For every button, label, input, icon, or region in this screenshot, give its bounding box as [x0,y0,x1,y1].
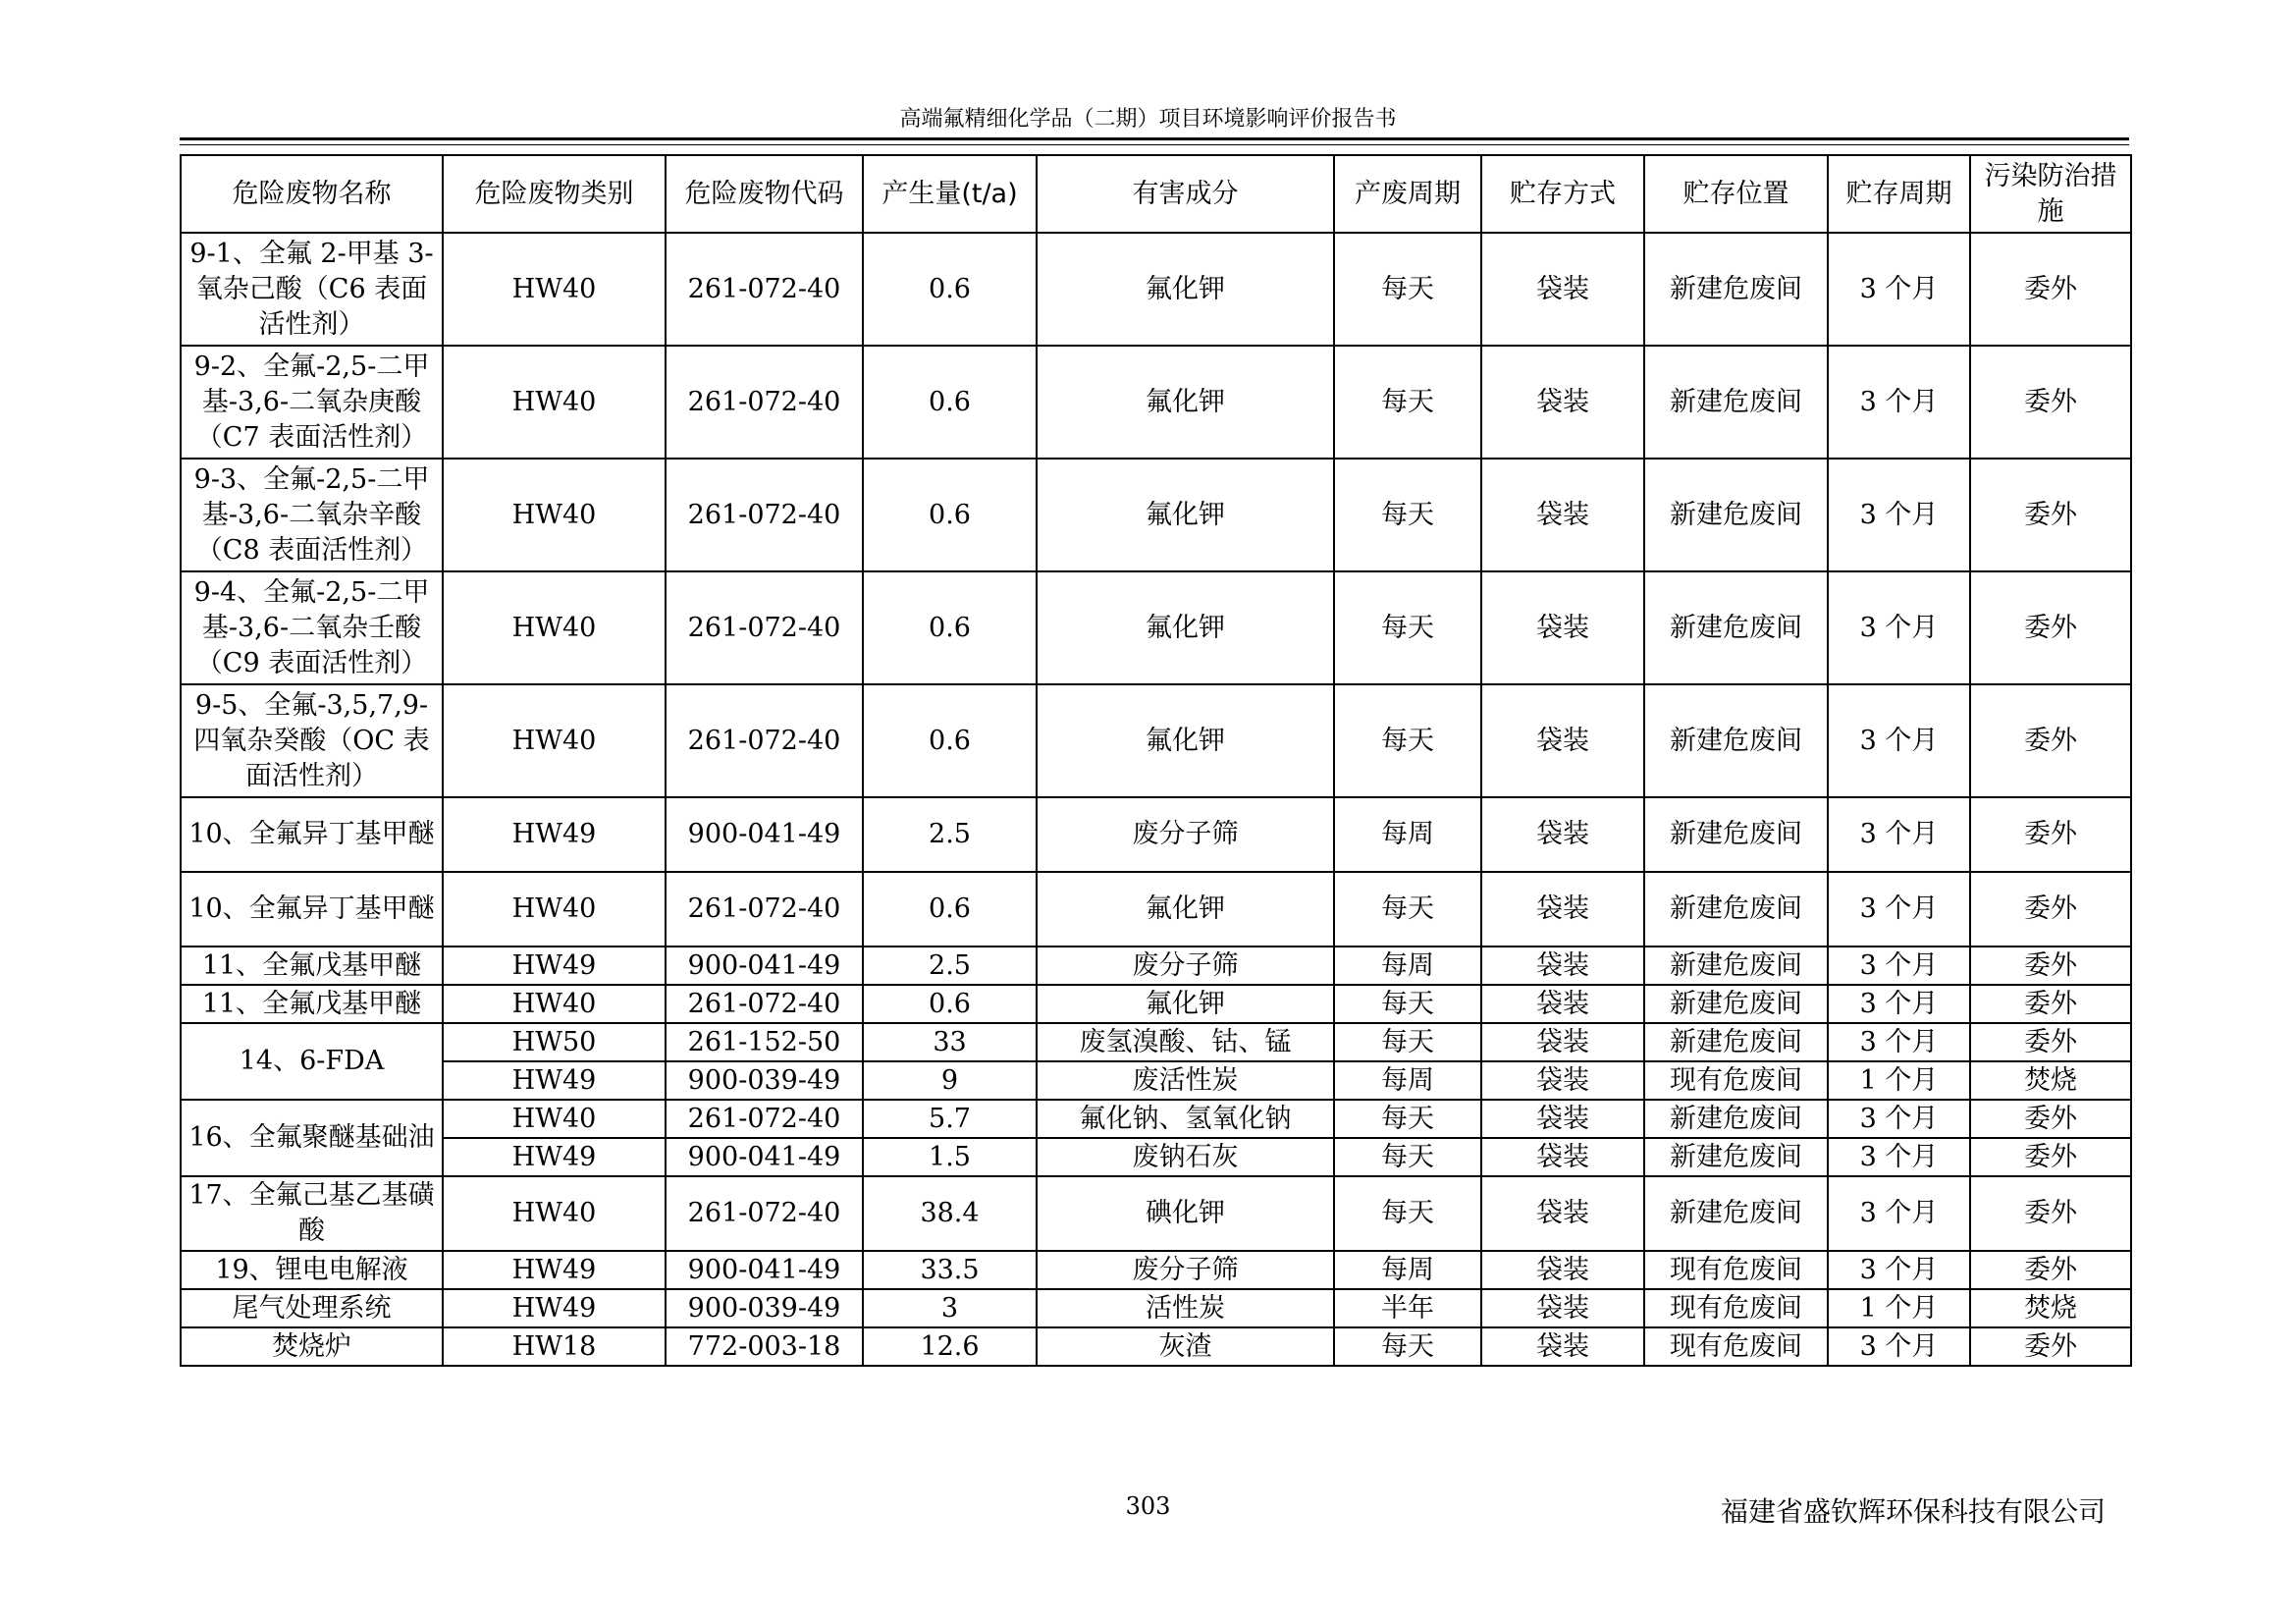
waste-code-cell: 261-072-40 [666,571,863,684]
waste-category-cell: HW50 [443,1023,666,1061]
waste-name-cell: 9-5、全氟-3,5,7,9-四氧杂癸酸（OC 表面活性剂） [181,684,443,797]
measure-cell: 委外 [1970,233,2131,346]
hazard-cell: 碘化钾 [1037,1176,1334,1251]
period-cell: 1 个月 [1828,1289,1970,1327]
hazard-cell: 废分子筛 [1037,1251,1334,1289]
table-row [181,872,2131,947]
waste-name-cell: 17、全氟己基乙基磺酸 [181,1176,443,1251]
amount-cell: 3 [863,1289,1037,1327]
measure-cell: 焚烧 [1970,1289,2131,1327]
waste-category-cell: HW49 [443,797,666,872]
storage-cell: 袋装 [1481,1023,1644,1061]
measure-cell: 委外 [1970,571,2131,684]
waste-code-cell: 261-072-40 [666,872,863,947]
hazard-cell: 灰渣 [1037,1327,1334,1366]
hazard-cell: 废氢溴酸、钴、锰 [1037,1023,1334,1061]
measure-cell: 委外 [1970,872,2131,947]
column-header: 危险废物代码 [666,155,863,233]
location-cell: 现有危废间 [1644,1289,1828,1327]
waste-category-cell: HW40 [443,1100,666,1138]
hazard-cell: 氟化钠、氢氧化钠 [1037,1100,1334,1138]
location-cell: 新建危废间 [1644,346,1828,459]
measure-cell: 委外 [1970,459,2131,571]
period-cell: 3 个月 [1828,872,1970,947]
hazard-cell: 废钠石灰 [1037,1138,1334,1176]
period-cell: 3 个月 [1828,1327,1970,1366]
waste-category-cell: HW40 [443,872,666,947]
waste-code-cell: 900-041-49 [666,797,863,872]
waste-code-cell: 261-072-40 [666,459,863,571]
waste-code-cell: 900-041-49 [666,947,863,985]
page-number: 303 [1125,1492,1171,1520]
table-row [181,1100,2131,1138]
storage-cell: 袋装 [1481,1289,1644,1327]
measure-cell: 焚烧 [1970,1061,2131,1100]
hazard-cell: 氟化钾 [1037,459,1334,571]
cycle-cell: 每天 [1334,1023,1481,1061]
waste-name-cell: 10、全氟异丁基甲醚 [181,797,443,872]
table-row [181,1138,2131,1176]
amount-cell: 2.5 [863,947,1037,985]
period-cell: 3 个月 [1828,1138,1970,1176]
amount-cell: 0.6 [863,872,1037,947]
table-row [181,797,2131,872]
storage-cell: 袋装 [1481,872,1644,947]
company-name: 福建省盛钦辉环保科技有限公司 [1720,1495,2106,1528]
table-row [181,233,2131,346]
storage-cell: 袋装 [1481,459,1644,571]
waste-code-cell: 900-039-49 [666,1289,863,1327]
waste-name-cell: 9-2、全氟-2,5-二甲基-3,6-二氧杂庚酸（C7 表面活性剂） [181,346,443,459]
waste-name-cell: 9-4、全氟-2,5-二甲基-3,6-二氧杂壬酸（C9 表面活性剂） [181,571,443,684]
waste-name-cell: 9-3、全氟-2,5-二甲基-3,6-二氧杂辛酸（C8 表面活性剂） [181,459,443,571]
amount-cell: 5.7 [863,1100,1037,1138]
location-cell: 新建危废间 [1644,947,1828,985]
waste-code-cell: 261-072-40 [666,985,863,1023]
cycle-cell: 每天 [1334,233,1481,346]
column-header: 产生量(t/a) [863,155,1037,233]
amount-cell: 0.6 [863,233,1037,346]
cycle-cell: 每周 [1334,1061,1481,1100]
waste-code-cell: 261-072-40 [666,1176,863,1251]
waste-code-cell: 900-039-49 [666,1061,863,1100]
waste-code-cell: 261-072-40 [666,1100,863,1138]
hazard-cell: 氟化钾 [1037,233,1334,346]
amount-cell: 0.6 [863,684,1037,797]
amount-cell: 0.6 [863,985,1037,1023]
storage-cell: 袋装 [1481,1138,1644,1176]
hazard-cell: 氟化钾 [1037,684,1334,797]
measure-cell: 委外 [1970,346,2131,459]
storage-cell: 袋装 [1481,571,1644,684]
hazard-cell: 氟化钾 [1037,872,1334,947]
waste-category-cell: HW40 [443,985,666,1023]
hazard-cell: 氟化钾 [1037,571,1334,684]
amount-cell: 12.6 [863,1327,1037,1366]
column-header: 贮存位置 [1644,155,1828,233]
storage-cell: 袋装 [1481,684,1644,797]
waste-code-cell: 261-072-40 [666,684,863,797]
column-header: 有害成分 [1037,155,1334,233]
waste-code-cell: 261-072-40 [666,233,863,346]
waste-name-cell: 尾气处理系统 [181,1289,443,1327]
storage-cell: 袋装 [1481,1100,1644,1138]
measure-cell: 委外 [1970,1100,2131,1138]
storage-cell: 袋装 [1481,1251,1644,1289]
location-cell: 新建危废间 [1644,1176,1828,1251]
waste-category-cell: HW49 [443,1138,666,1176]
period-cell: 3 个月 [1828,346,1970,459]
amount-cell: 0.6 [863,346,1037,459]
cycle-cell: 每天 [1334,684,1481,797]
location-cell: 新建危废间 [1644,571,1828,684]
waste-category-cell: HW40 [443,684,666,797]
document-header-title: 高端氟精细化学品（二期）项目环境影响评价报告书 [899,107,1397,132]
waste-category-cell: HW18 [443,1327,666,1366]
period-cell: 3 个月 [1828,1176,1970,1251]
hazard-cell: 废分子筛 [1037,947,1334,985]
cycle-cell: 每天 [1334,571,1481,684]
measure-cell: 委外 [1970,1138,2131,1176]
period-cell: 3 个月 [1828,233,1970,346]
amount-cell: 1.5 [863,1138,1037,1176]
measure-cell: 委外 [1970,1251,2131,1289]
cycle-cell: 半年 [1334,1289,1481,1327]
amount-cell: 33 [863,1023,1037,1061]
waste-name-cell: 10、全氟异丁基甲醚 [181,872,443,947]
storage-cell: 袋装 [1481,346,1644,459]
amount-cell: 33.5 [863,1251,1037,1289]
column-header: 污染防治措施 [1970,155,2131,233]
waste-code-cell: 772-003-18 [666,1327,863,1366]
cycle-cell: 每天 [1334,1138,1481,1176]
cycle-cell: 每周 [1334,1251,1481,1289]
waste-name-cell: 焚烧炉 [181,1327,443,1366]
table-row [181,985,2131,1023]
waste-category-cell: HW49 [443,947,666,985]
period-cell: 3 个月 [1828,571,1970,684]
period-cell: 3 个月 [1828,797,1970,872]
table-row [181,947,2131,985]
table-row [181,346,2131,459]
table-row [181,1023,2131,1061]
column-header: 产废周期 [1334,155,1481,233]
location-cell: 新建危废间 [1644,1100,1828,1138]
location-cell: 现有危废间 [1644,1061,1828,1100]
amount-cell: 38.4 [863,1176,1037,1251]
location-cell: 现有危废间 [1644,1251,1828,1289]
waste-name-cell: 14、6-FDA [181,1023,443,1100]
waste-category-cell: HW40 [443,233,666,346]
waste-name-cell: 11、全氟戊基甲醚 [181,947,443,985]
waste-category-cell: HW49 [443,1061,666,1100]
waste-code-cell: 261-072-40 [666,346,863,459]
waste-category-cell: HW40 [443,459,666,571]
waste-name-cell: 19、锂电电解液 [181,1251,443,1289]
period-cell: 3 个月 [1828,947,1970,985]
storage-cell: 袋装 [1481,1327,1644,1366]
waste-category-cell: HW40 [443,571,666,684]
amount-cell: 0.6 [863,459,1037,571]
location-cell: 新建危废间 [1644,872,1828,947]
period-cell: 3 个月 [1828,985,1970,1023]
measure-cell: 委外 [1970,1327,2131,1366]
header-rule-thin [180,144,2129,145]
storage-cell: 袋装 [1481,1061,1644,1100]
hazard-cell: 氟化钾 [1037,985,1334,1023]
measure-cell: 委外 [1970,1176,2131,1251]
table-row [181,459,2131,571]
location-cell: 新建危废间 [1644,233,1828,346]
column-header: 危险废物类别 [443,155,666,233]
measure-cell: 委外 [1970,985,2131,1023]
waste-name-cell: 11、全氟戊基甲醚 [181,985,443,1023]
table-header-row [181,155,2131,233]
location-cell: 新建危废间 [1644,1138,1828,1176]
waste-name-cell: 16、全氟聚醚基础油 [181,1100,443,1176]
cycle-cell: 每天 [1334,1327,1481,1366]
cycle-cell: 每天 [1334,985,1481,1023]
hazard-cell: 活性炭 [1037,1289,1334,1327]
location-cell: 新建危废间 [1644,1023,1828,1061]
cycle-cell: 每周 [1334,947,1481,985]
column-header: 危险废物名称 [181,155,443,233]
waste-code-cell: 900-041-49 [666,1251,863,1289]
amount-cell: 0.6 [863,571,1037,684]
table-row [181,1327,2131,1366]
storage-cell: 袋装 [1481,1176,1644,1251]
table-row [181,571,2131,684]
cycle-cell: 每天 [1334,1100,1481,1138]
period-cell: 3 个月 [1828,459,1970,571]
waste-category-cell: HW40 [443,346,666,459]
location-cell: 新建危废间 [1644,684,1828,797]
header-rule-thick [180,137,2129,140]
column-header: 贮存方式 [1481,155,1644,233]
amount-cell: 2.5 [863,797,1037,872]
amount-cell: 9 [863,1061,1037,1100]
cycle-cell: 每天 [1334,872,1481,947]
location-cell: 现有危废间 [1644,1327,1828,1366]
measure-cell: 委外 [1970,947,2131,985]
table-row [181,1061,2131,1100]
period-cell: 3 个月 [1828,1023,1970,1061]
measure-cell: 委外 [1970,684,2131,797]
measure-cell: 委外 [1970,797,2131,872]
table-row [181,1251,2131,1289]
location-cell: 新建危废间 [1644,985,1828,1023]
storage-cell: 袋装 [1481,985,1644,1023]
table-row [181,1176,2131,1251]
hazard-cell: 氟化钾 [1037,346,1334,459]
cycle-cell: 每天 [1334,1176,1481,1251]
measure-cell: 委外 [1970,1023,2131,1061]
cycle-cell: 每天 [1334,459,1481,571]
storage-cell: 袋装 [1481,797,1644,872]
period-cell: 3 个月 [1828,684,1970,797]
table-row [181,684,2131,797]
location-cell: 新建危废间 [1644,459,1828,571]
waste-category-cell: HW49 [443,1251,666,1289]
waste-category-cell: HW40 [443,1176,666,1251]
period-cell: 1 个月 [1828,1061,1970,1100]
table-row [181,1289,2131,1327]
location-cell: 新建危废间 [1644,797,1828,872]
waste-name-cell: 9-1、全氟 2-甲基 3-氧杂己酸（C6 表面活性剂） [181,233,443,346]
period-cell: 3 个月 [1828,1251,1970,1289]
column-header: 贮存周期 [1828,155,1970,233]
waste-category-cell: HW49 [443,1289,666,1327]
storage-cell: 袋装 [1481,947,1644,985]
cycle-cell: 每天 [1334,346,1481,459]
cycle-cell: 每周 [1334,797,1481,872]
waste-code-cell: 900-041-49 [666,1138,863,1176]
hazard-cell: 废活性炭 [1037,1061,1334,1100]
hazardous-waste-table [180,154,2132,1367]
hazard-cell: 废分子筛 [1037,797,1334,872]
waste-code-cell: 261-152-50 [666,1023,863,1061]
period-cell: 3 个月 [1828,1100,1970,1138]
storage-cell: 袋装 [1481,233,1644,346]
